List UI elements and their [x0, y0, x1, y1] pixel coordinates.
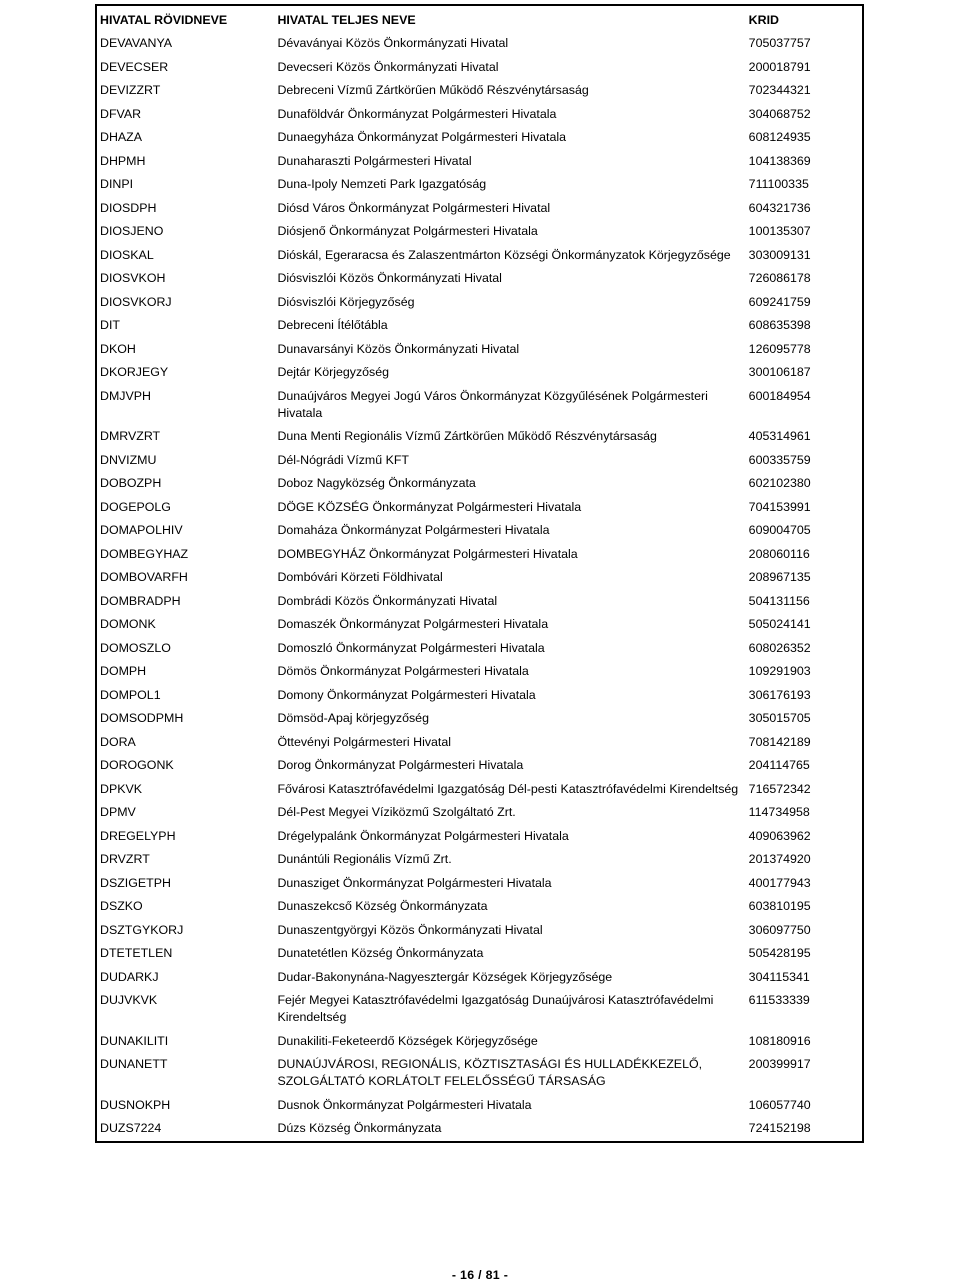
- table-row: [96, 338, 863, 362]
- header-short-name: HIVATAL RÖVIDNEVE: [100, 12, 228, 27]
- cell-full-name: Dunaszentgyörgyi Közös Önkormányzati Hivatal: [277, 922, 543, 937]
- cell-short-name: DMRVZRT: [100, 429, 161, 443]
- cell-short-name: DINPI: [100, 177, 134, 191]
- cell-short-name: DIOSVKOH: [100, 271, 166, 285]
- table-row: [96, 801, 863, 825]
- cell-full-name: Domaszék Önkormányzat Polgármesteri Hivatala: [277, 617, 549, 631]
- cell-short-name: DOMBRADPH: [100, 593, 181, 608]
- cell-krid: 602102380: [748, 476, 811, 490]
- table-row: [96, 291, 863, 315]
- cell-full-name: Dombrádi Közös Önkormányzati Hivatal: [277, 593, 498, 608]
- cell-krid: 505024141: [748, 617, 811, 631]
- cell-short-name: DSZTGYKORJ: [100, 922, 184, 937]
- cell-full-name: Dunaszekcső Község Önkormányzata: [277, 899, 488, 913]
- cell-krid: 708142189: [748, 734, 811, 749]
- cell-short-name: DOMAPOLHIV: [100, 523, 183, 537]
- cell-krid: 109291903: [748, 664, 811, 678]
- cell-short-name: DUNANETT: [100, 1057, 168, 1071]
- table-row: [96, 361, 863, 385]
- cell-krid: 705037757: [748, 36, 811, 50]
- table-row: [96, 267, 863, 291]
- cell-short-name: DUDARKJ: [100, 969, 159, 984]
- cell-full-name: Fővárosi Katasztrófavédelmi Igazgatóság Dél-pesti Katasztrófavédelmi Kirendeltség: [277, 781, 739, 796]
- cell-krid: 716572342: [748, 781, 811, 796]
- cell-krid: 505428195: [748, 946, 811, 960]
- cell-short-name: DUJVKVK: [100, 993, 158, 1007]
- cell-krid: 304068752: [748, 106, 811, 121]
- cell-full-name: Fejér Megyei Katasztrófavédelmi Igazgatóság Dunaújvárosi Katasztrófavédelmi Kirendeltség: [277, 993, 714, 1024]
- cell-krid: 702344321: [748, 83, 811, 97]
- table-row: [96, 1094, 863, 1118]
- cell-short-name: DREGELYPH: [100, 828, 176, 843]
- cell-krid: 504131156: [748, 593, 810, 608]
- table-row: [96, 1117, 863, 1142]
- cell-krid: 609241759: [748, 294, 811, 309]
- cell-short-name: DEVIZZRT: [100, 83, 161, 97]
- cell-short-name: DSZKO: [100, 899, 143, 913]
- cell-full-name: Domaháza Önkormányzat Polgármesteri Hivatala: [277, 523, 550, 537]
- cell-full-name: Diósviszlói Körjegyzőség: [277, 294, 415, 309]
- table-row: [96, 150, 863, 174]
- cell-short-name: DOMBOVARFH: [100, 570, 188, 584]
- cell-krid: 304115341: [748, 969, 810, 984]
- cell-krid: 200399917: [748, 1057, 811, 1071]
- cell-full-name: Dunaföldvár Önkormányzat Polgármesteri Hivatala: [277, 106, 557, 121]
- cell-short-name: DIOSVKORJ: [100, 294, 172, 309]
- table-row: [96, 519, 863, 543]
- cell-krid: 405314961: [748, 429, 811, 443]
- cell-full-name: Dunaújváros Megyei Jogú Város Önkormányzat Közgyűlésének Polgármesteri Hivatala: [277, 388, 708, 420]
- table-row: [96, 1053, 863, 1094]
- cell-krid: 108180916: [748, 1033, 811, 1048]
- cell-full-name: DOMBEGYHÁZ Önkormányzat Polgármesteri Hivatala: [277, 546, 578, 561]
- table-row: [96, 566, 863, 590]
- cell-short-name: DSZIGETPH: [100, 875, 171, 890]
- cell-krid: 600184954: [748, 388, 811, 403]
- cell-full-name: Dömös Önkormányzat Polgármesteri Hivatala: [277, 664, 529, 678]
- cell-full-name: Domoszló Önkormányzat Polgármesteri Hivatala: [277, 640, 545, 655]
- cell-krid: 609004705: [748, 523, 811, 537]
- cell-krid: 306176193: [748, 687, 811, 702]
- cell-full-name: Dudar-Bakonynána-Nagyesztergár Községek Körjegyzősége: [277, 969, 613, 984]
- cell-krid: 300106187: [748, 365, 811, 379]
- table-row: [96, 425, 863, 449]
- cell-short-name: DHAZA: [100, 130, 142, 144]
- cell-short-name: DHPMH: [100, 153, 146, 168]
- table-row: [96, 314, 863, 338]
- cell-krid: 305015705: [748, 711, 811, 725]
- table-header-row: [96, 5, 863, 32]
- table-row: [96, 449, 863, 473]
- table-row: [96, 220, 863, 244]
- cell-full-name: Dusnok Önkormányzat Polgármesteri Hivatala: [277, 1097, 532, 1112]
- cell-krid: 208060116: [748, 546, 810, 561]
- table-row: [96, 472, 863, 496]
- cell-short-name: DIT: [100, 318, 120, 332]
- table-row: [96, 126, 863, 150]
- cell-short-name: DOMBEGYHAZ: [100, 546, 189, 561]
- cell-short-name: DOROGONK: [100, 758, 174, 772]
- table-row: [96, 989, 863, 1030]
- cell-full-name: Dunaegyháza Önkormányzat Polgármesteri Hivatala: [277, 130, 567, 144]
- cell-krid: 204114765: [748, 758, 810, 772]
- cell-krid: 726086178: [748, 271, 811, 285]
- table-body: [96, 32, 863, 1142]
- table-row: [96, 754, 863, 778]
- cell-krid: 603810195: [748, 899, 811, 913]
- table-row: [96, 707, 863, 731]
- cell-full-name: Dunaharaszti Polgármesteri Hivatal: [277, 153, 472, 168]
- table-row: [96, 197, 863, 221]
- cell-krid: 711100335: [748, 177, 809, 191]
- table-row: [96, 103, 863, 127]
- table-row: [96, 848, 863, 872]
- page-number: - 16 / 81 -: [451, 1268, 509, 1282]
- cell-full-name: Domony Önkormányzat Polgármesteri Hivatala: [277, 687, 536, 702]
- cell-full-name: Dúzs Község Önkormányzata: [277, 1121, 442, 1135]
- table-row: [96, 919, 863, 943]
- cell-short-name: DIOSJENO: [100, 224, 164, 238]
- table-row: [96, 385, 863, 426]
- cell-krid: 126095778: [748, 341, 811, 356]
- table-row: [96, 1030, 863, 1054]
- table-row: [96, 731, 863, 755]
- cell-full-name: Diósjenő Önkormányzat Polgármesteri Hivatala: [277, 224, 538, 238]
- cell-short-name: DFVAR: [100, 106, 142, 121]
- cell-krid: 608635398: [748, 318, 811, 332]
- cell-short-name: DPKVK: [100, 781, 143, 796]
- cell-short-name: DKORJEGY: [100, 365, 169, 379]
- cell-krid: 100135307: [748, 224, 811, 238]
- cell-short-name: DOMSODPMH: [100, 711, 184, 725]
- table-row: [96, 684, 863, 708]
- cell-full-name: Dél-Pest Megyei Víziközmű Szolgáltató Zrt.: [277, 805, 516, 819]
- table-row: [96, 895, 863, 919]
- cell-full-name: Dévaványai Közös Önkormányzati Hivatal: [277, 36, 509, 50]
- cell-short-name: DKOH: [100, 341, 136, 356]
- cell-krid: 608026352: [748, 640, 811, 655]
- table-row: [96, 660, 863, 684]
- cell-full-name: Dunatetétlen Község Önkormányzata: [277, 946, 484, 960]
- table-row: [96, 173, 863, 197]
- cell-short-name: DIOSKAL: [100, 247, 154, 262]
- cell-krid: 604321736: [748, 200, 811, 215]
- cell-full-name: Dunasziget Önkormányzat Polgármesteri Hivatala: [277, 875, 552, 890]
- cell-krid: 724152198: [748, 1121, 811, 1135]
- cell-krid: 104138369: [748, 153, 811, 168]
- cell-krid: 409063962: [748, 828, 811, 843]
- cell-krid: 704153991: [748, 499, 811, 514]
- cell-full-name: Dióskál, Egeraracsa és Zalaszentmárton Községi Önkormányzatok Körjegyzősége: [277, 247, 731, 262]
- table-row: [96, 496, 863, 520]
- table-row: [96, 32, 863, 56]
- cell-short-name: DEVAVANYA: [100, 36, 173, 50]
- cell-krid: 200018791: [748, 59, 811, 74]
- cell-short-name: DUSNOKPH: [100, 1097, 171, 1112]
- cell-short-name: DPMV: [100, 805, 136, 819]
- cell-full-name: Dunántúli Regionális Vízmű Zrt.: [277, 852, 452, 866]
- cell-krid: 400177943: [748, 875, 811, 890]
- office-table: [95, 4, 864, 1143]
- table-row: [96, 613, 863, 637]
- table-row: [96, 966, 863, 990]
- cell-krid: 114734958: [748, 805, 810, 819]
- cell-full-name: Diósviszlói Közös Önkormányzati Hivatal: [277, 271, 502, 285]
- table-row: [96, 637, 863, 661]
- cell-full-name: Doboz Nagyközség Önkormányzata: [277, 476, 476, 490]
- cell-short-name: DOMONK: [100, 617, 156, 631]
- cell-short-name: DORA: [100, 734, 136, 749]
- cell-full-name: Debreceni Vízmű Zártkörűen Működő Részvénytársaság: [277, 83, 589, 97]
- table-row: [96, 543, 863, 567]
- cell-full-name: Duna-Ipoly Nemzeti Park Igazgatóság: [277, 177, 487, 191]
- cell-full-name: Dunavarsányi Közös Önkormányzati Hivatal: [277, 341, 520, 356]
- cell-full-name: Devecseri Közös Önkormányzati Hivatal: [277, 59, 499, 74]
- cell-full-name: DÖGE KÖZSÉG Önkormányzat Polgármesteri Hivatala: [277, 499, 582, 514]
- cell-full-name: Duna Menti Regionális Vízmű Zártkörűen Működő Részvénytársaság: [277, 429, 657, 443]
- table-row: [96, 79, 863, 103]
- cell-krid: 306097750: [748, 922, 811, 937]
- cell-full-name: Dombóvári Körzeti Földhivatal: [277, 570, 443, 584]
- cell-short-name: DNVIZMU: [100, 452, 157, 467]
- cell-full-name: Dél-Nógrádi Vízmű KFT: [277, 452, 409, 467]
- cell-krid: 600335759: [748, 452, 811, 467]
- cell-short-name: DOGEPOLG: [100, 499, 171, 514]
- table-row: [96, 778, 863, 802]
- table-row: [96, 825, 863, 849]
- cell-short-name: DOMOSZLO: [100, 640, 171, 655]
- cell-krid: 611533339: [748, 993, 810, 1007]
- table-row: [96, 872, 863, 896]
- cell-full-name: Dunakiliti-Feketeerdő Községek Körjegyzősége: [277, 1033, 538, 1048]
- cell-short-name: DMJVPH: [100, 388, 151, 403]
- cell-short-name: DRVZRT: [100, 852, 150, 866]
- table-row: [96, 590, 863, 614]
- table-row: [96, 942, 863, 966]
- cell-short-name: DOMPH: [100, 664, 147, 678]
- cell-short-name: DOBOZPH: [100, 476, 162, 490]
- cell-krid: 208967135: [748, 570, 811, 584]
- cell-full-name: Öttevényi Polgármesteri Hivatal: [277, 734, 451, 749]
- cell-full-name: Drégelypalánk Önkormányzat Polgármesteri Hivatala: [277, 828, 569, 843]
- cell-short-name: DUZS7224: [100, 1121, 162, 1135]
- cell-krid: 608124935: [748, 130, 811, 144]
- cell-short-name: DIOSDPH: [100, 200, 157, 215]
- table-row: [96, 244, 863, 268]
- cell-full-name: Debreceni Ítélőtábla: [277, 318, 388, 332]
- cell-short-name: DUNAKILITI: [100, 1033, 169, 1048]
- cell-krid: 201374920: [748, 852, 811, 866]
- cell-full-name: Dorog Önkormányzat Polgármesteri Hivatala: [277, 758, 524, 772]
- cell-short-name: DEVECSER: [100, 59, 169, 74]
- cell-krid: 106057740: [748, 1097, 811, 1112]
- cell-full-name: Dömsöd-Apaj körjegyzőség: [277, 711, 429, 725]
- header-krid: KRID: [748, 12, 779, 27]
- cell-full-name: DUNAÚJVÁROSI, REGIONÁLIS, KÖZTISZTASÁGI ÉS HULLADÉKKEZELŐ, SZOLGÁLTATÓ KORLÁTOLT FELELŐSSÉGŰ TÁRSASÁG: [277, 1057, 703, 1088]
- header-full-name: HIVATAL TELJES NEVE: [277, 12, 416, 27]
- cell-krid: 303009131: [748, 247, 811, 262]
- cell-full-name: Dejtár Körjegyzőség: [277, 365, 390, 379]
- table-row: [96, 56, 863, 80]
- cell-full-name: Diósd Város Önkormányzat Polgármesteri Hivatal: [277, 200, 551, 215]
- cell-short-name: DOMPOL1: [100, 687, 161, 702]
- cell-short-name: DTETETLEN: [100, 946, 173, 960]
